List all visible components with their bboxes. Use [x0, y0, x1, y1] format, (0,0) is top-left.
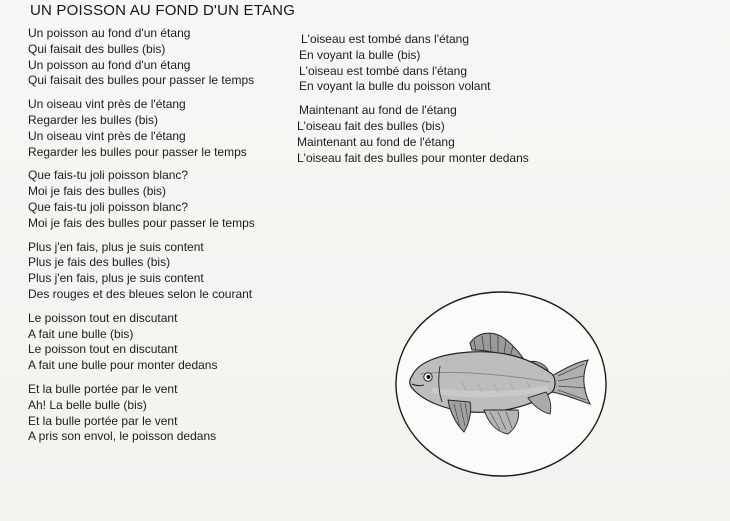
lyric-line: Maintenant au fond de l'étang [299, 103, 457, 118]
stanza-5 [28, 311, 255, 374]
stanza-7 [297, 32, 529, 95]
lyric-line: Et la bulle portée par le vent [28, 413, 178, 428]
lyric-line: A fait une bulle pour monter dedans [28, 358, 218, 373]
lyric-line: En voyant la bulle du poisson volant [299, 79, 491, 94]
lyric-line: Des rouges et des bleues selon le courant [28, 286, 253, 301]
lyric-line: Le poisson tout en discutant [28, 310, 178, 325]
stanza-6 [28, 382, 255, 445]
lyric-line: Le poisson tout en discutant [28, 342, 178, 357]
lyric-line: L'oiseau fait des bulles (bis) [297, 118, 445, 133]
lyric-line: Un poisson au fond d'un étang [28, 26, 191, 40]
lyric-line: Un oiseau vint près de l'étang [28, 97, 186, 112]
lyric-line: Qui faisait des bulles (bis) [28, 41, 166, 56]
lyric-line: L'oiseau est tombé dans l'étang [301, 32, 470, 46]
lyric-line: Plus j'en fais, plus je suis content [28, 239, 204, 254]
lyric-line: Regarder les bulles (bis) [28, 112, 159, 127]
left-column-lyrics [28, 26, 255, 453]
stanza-8 [297, 103, 529, 166]
fish-illustration [392, 288, 612, 480]
lyric-line: Un poisson au fond d'un étang [28, 57, 191, 72]
lyric-line: L'oiseau est tombé dans l'étang [299, 63, 468, 78]
stanza-2 [28, 97, 255, 160]
lyric-line: A pris son envol, le poisson dedans [28, 429, 217, 444]
lyric-line: Plus j'en fais, plus je suis content [28, 271, 204, 286]
lyric-line: Que fais-tu joli poisson blanc? [28, 168, 189, 183]
lyric-line: Un oiseau vint près de l'étang [28, 128, 186, 143]
lyric-line: Que fais-tu joli poisson blanc? [28, 199, 189, 214]
stanza-3 [28, 168, 255, 231]
right-column-lyrics [297, 32, 529, 174]
lyric-line: Qui faisait des bulles pour passer le temps [28, 73, 255, 88]
lyric-line: Moi je fais des bulles (bis) [28, 184, 167, 199]
lyric-line: Ah! La belle bulle (bis) [28, 397, 147, 412]
lyric-line: A fait une bulle (bis) [28, 326, 134, 341]
song-title: UN POISSON AU FOND D'UN ETANG [30, 2, 296, 19]
stanza-1 [28, 26, 255, 89]
lyric-line: L'oiseau fait des bulles pour monter dedans [297, 150, 529, 165]
stanza-4 [28, 240, 255, 303]
lyric-line: Et la bulle portée par le vent [28, 381, 178, 396]
lyric-line: Maintenant au fond de l'étang [297, 134, 455, 149]
lyric-line: Moi je fais des bulles pour passer le temps [28, 215, 255, 230]
lyric-line: Regarder les bulles pour passer le temps [28, 144, 247, 159]
lyric-line: En voyant la bulle (bis) [299, 47, 421, 62]
lyric-line: Plus je fais des bulles (bis) [28, 255, 171, 270]
fish-in-circle-icon [392, 288, 612, 480]
